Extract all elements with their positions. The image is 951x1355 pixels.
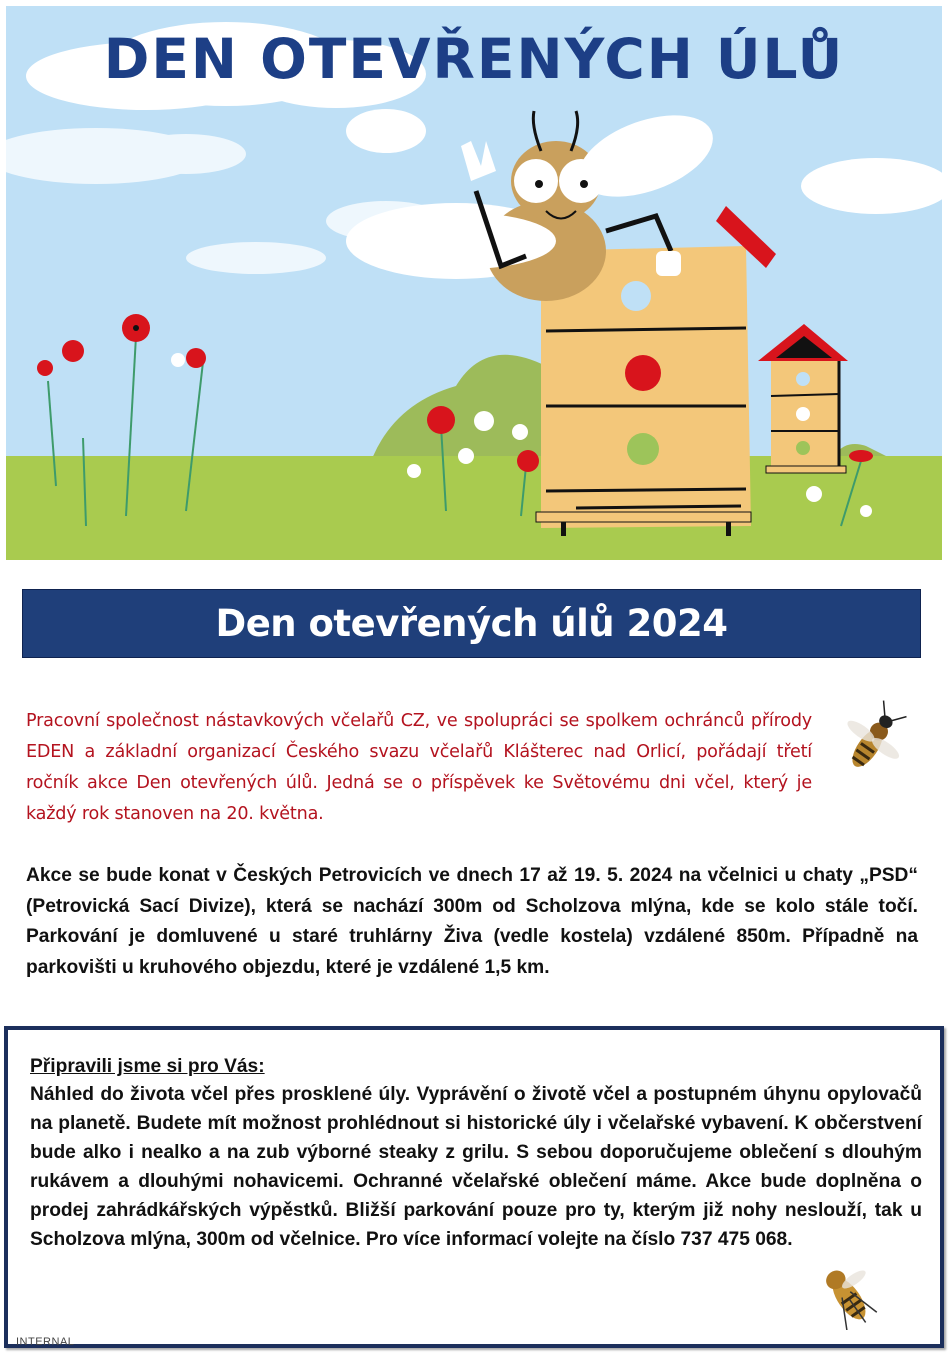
intro-paragraph: Pracovní společnost nástavkových včelařů CZ, ve spolupráci se spolkem ochránců přírody EDEN a základní organizací Českého svazu včelařů Klášterec nad Orlicí, pořádají třetí ročník akce Den otevřených úlů. Jedná se o příspěvek ke Světovému dni včel, který je každý rok stanoven na 20. května. — [26, 710, 812, 824]
program-heading: Připravili jsme si pro Vás: — [30, 1056, 265, 1077]
event-banner — [22, 589, 921, 658]
small-hive — [758, 324, 848, 473]
program-text: Náhled do života včel přes prosklené úly. Vyprávění o životě včel a postupném úhynu opylovačů na planetě. Budete mít možnost prohlédnout si historické úly i včelařské vybavení. K občerstvení bude alko i nealko a na zub výborné steaky z grilu. S sebou doporučujeme oblečení s dlouhým rukávem a dlouhými nohavicemi. Ochranné včelařské oblečení máme. Akce bude doplněna o prodej zahrádkářských výpěstků. Bližší parkování pouze pro ty, kterým již nohy neslouží, tak u Scholzova mlýna, 300m od včelnice. Pro více informací volejte na číslo 737 475 068. — [30, 1084, 922, 1250]
bee-photo-icon — [800, 1255, 890, 1330]
classification-label: INTERNAL — [16, 1336, 75, 1348]
hero-title: DEN OTEVŘENÝCH ÚLŮ — [103, 27, 845, 91]
hero-illustration — [6, 6, 942, 560]
banner-title: Den otevřených úlů 2024 — [215, 602, 728, 645]
event-details-paragraph: Akce se bude konat v Českých Petrovicích ve dnech 17 až 19. 5. 2024 na včelnici u chaty „PSD“ (Petrovická Sací Divize), která se nachází 300m od Scholzova mlýna, kde se kolo stále točí. Parkování je domluvené u staré truhlárny Živa (vedle kostela) vzdálené 850m. Případně na parkovišti u kruhového objezdu, které je vzdálené 1,5 km. — [26, 865, 918, 978]
bee-photo-icon — [830, 700, 915, 790]
